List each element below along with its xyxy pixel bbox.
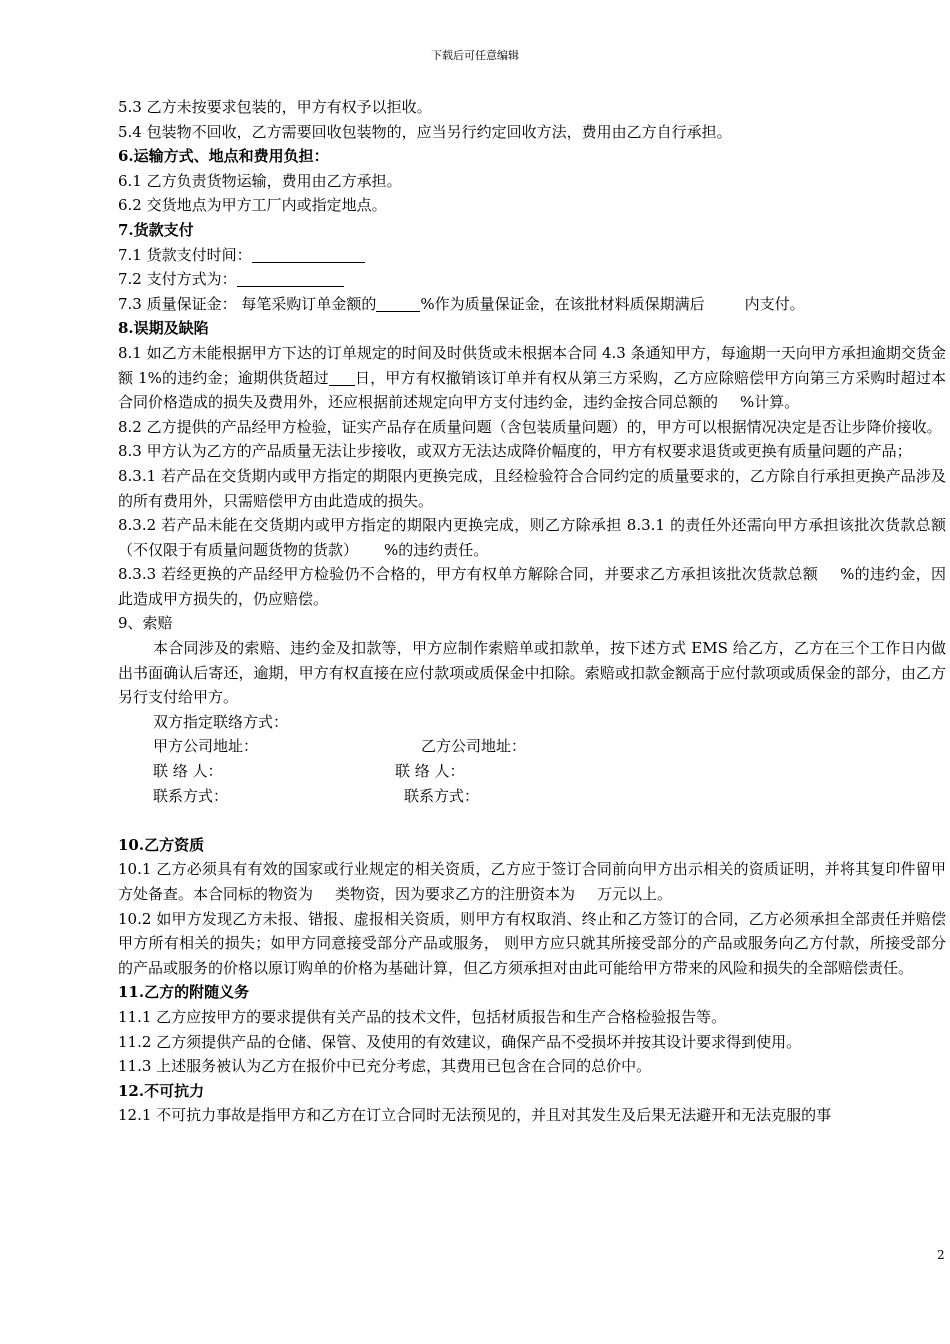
clause-10-2: 10.2 如甲方发现乙方未报、错报、虚报相关资质，则甲方有权取消、终止和乙方签订的合同，乙方必须承担全部责任并赔偿甲方所有相关的损失；如甲方同意接受部分产品或服务， 则甲方应只就其所接受部分的产品或服务向乙方付款，所接受部分的产品或服务的价格以原订购单的价格为基础计算，但乙方须承担对由此可能给甲方带来的风险和损失的全部赔偿责任。	[118, 909, 946, 977]
blank-line	[376, 295, 420, 312]
party-b-phone-label: 联系方式：	[404, 786, 480, 805]
section-11-heading: 11.乙方的附随义务	[118, 983, 250, 1002]
section-6-heading: 6.运输方式、地点和费用负担：	[118, 147, 329, 166]
party-a-address-label: 甲方公司地址：	[153, 737, 259, 756]
clause-11-3: 11.3 上述服务被认为乙方在报价中已充分考虑，其费用已包含在合同的总价中。	[118, 1057, 652, 1076]
clause-8-3-2: 8.3.2 若产品未能在交货期内或甲方指定的期限内更换完成，则乙方除承担 8.3.1 的责任外还需向甲方承担该批次货款总额（不仅限于有质量问题货物的货款） %的违约责任。	[118, 516, 946, 559]
blank-line	[252, 246, 365, 263]
clause-8-1: 8.1 如乙方未能根据甲方下达的订单规定的时间及时供货或未根据本合同 4.3 条通知甲方，每逾期一天向甲方承担逾期交货金额 1%的违约金；逾期供货超过 日，甲方有权撤销该订单并有权从第三方采购，乙方应除赔偿甲方向第三方采购时超过本合同价格造成的损失及费用外，还应根据前述规定向甲方支付违约金，违约金按合同总额的 %计算。	[118, 343, 946, 412]
clause-11-2: 11.2 乙方须提供产品的仓储、保管、及使用的有效建议，确保产品不受损坏并按其设计要求得到使用。	[118, 1032, 802, 1051]
party-a-phone-label: 联系方式：	[153, 786, 229, 805]
section-9-body: 本合同涉及的索赔、违约金及扣款等，甲方应制作索赔单或扣款单，按下述方式 EMS 给乙方，乙方在三个工作日内做出书面确认后寄还，逾期，甲方有权直接在应付款项或质保金中扣除。索赔或扣款金额高于应付款项或质保金的部分，由乙方另行支付给甲方。	[118, 639, 946, 707]
contact-phone-row	[118, 784, 946, 809]
clause-8-3: 8.3 甲方认为乙方的产品质量无法让步接收，或双方无法达成降价幅度的，甲方有权要求退货或更换有质量问题的产品；	[118, 442, 912, 461]
clause-8-3-3: 8.3.3 若经更换的产品经甲方检验仍不合格的，甲方有权单方解除合同，并要求乙方承担该批次货款总额 %的违约金，因此造成甲方损失的，仍应赔偿。	[118, 565, 946, 608]
party-b-address-label: 乙方公司地址：	[421, 737, 527, 756]
section-7-heading: 7.货款支付	[118, 220, 194, 239]
document-body	[118, 95, 946, 1128]
page-number: 2	[937, 1248, 945, 1262]
contact-title: 双方指定联络方式：	[153, 712, 289, 731]
clause-7-3: 7.3 质量保证金： 每笔采购订单金额的 %作为质量保证金，在该批材料质保期满后 内支付。	[118, 294, 805, 313]
contact-address-row	[118, 734, 946, 759]
clause-6-2: 6.2 交货地点为甲方工厂内或指定地点。	[118, 196, 387, 215]
party-b-contact-label: 联 络 人：	[395, 762, 465, 781]
section-9-heading: 9、索赔	[118, 614, 173, 633]
clause-10-1: 10.1 乙方必须具有有效的国家或行业规定的相关资质，乙方应于签订合同前向甲方出示相关的资质证明，并将其复印件留甲方处备查。本合同标的物资为 类物资，因为要求乙方的注册资本为 万元以上。	[118, 860, 946, 903]
blank-line	[329, 369, 355, 386]
section-8-heading: 8.误期及缺陷	[118, 319, 209, 338]
clause-5-3: 5.3 乙方未按要求包装的，甲方有权予以拒收。	[118, 98, 432, 116]
blank-line	[237, 270, 344, 287]
clause-6-1: 6.1 乙方负责货物运输，费用由乙方承担。	[118, 171, 402, 190]
section-10-heading: 10.乙方资质	[118, 835, 205, 854]
clause-7-1: 7.1 货款支付时间：	[118, 243, 946, 268]
page-header: 下载后可任意编辑	[431, 49, 519, 62]
clause-12-1: 12.1 不可抗力事故是指甲方和乙方在订立合同时无法预见的，并且对其发生及后果无法避开和无法克服的事	[118, 1106, 832, 1125]
clause-7-2: 7.2 支付方式为：	[118, 267, 946, 292]
party-a-contact-label: 联 络 人：	[153, 762, 223, 781]
contact-person-row	[118, 759, 946, 784]
section-12-heading: 12.不可抗力	[118, 1081, 205, 1100]
clause-11-1: 11.1 乙方应按甲方的要求提供有关产品的技术文件，包括材质报告和生产合格检验报告等。	[118, 1007, 727, 1026]
clause-5-4: 5.4 包装物不回收，乙方需要回收包装物的，应当另行约定回收方法，费用由乙方自行承担。	[118, 122, 732, 141]
clause-8-3-1: 8.3.1 若产品在交货期内或甲方指定的期限内更换完成，且经检验符合合同约定的质量要求的，乙方除自行承担更换产品涉及的所有费用外，只需赔偿甲方由此造成的损失。	[118, 466, 946, 510]
clause-8-2: 8.2 乙方提供的产品经甲方检验，证实产品存在质量问题（含包装质量问题）的，甲方可以根据情况决定是否让步降价接收。	[118, 417, 942, 436]
